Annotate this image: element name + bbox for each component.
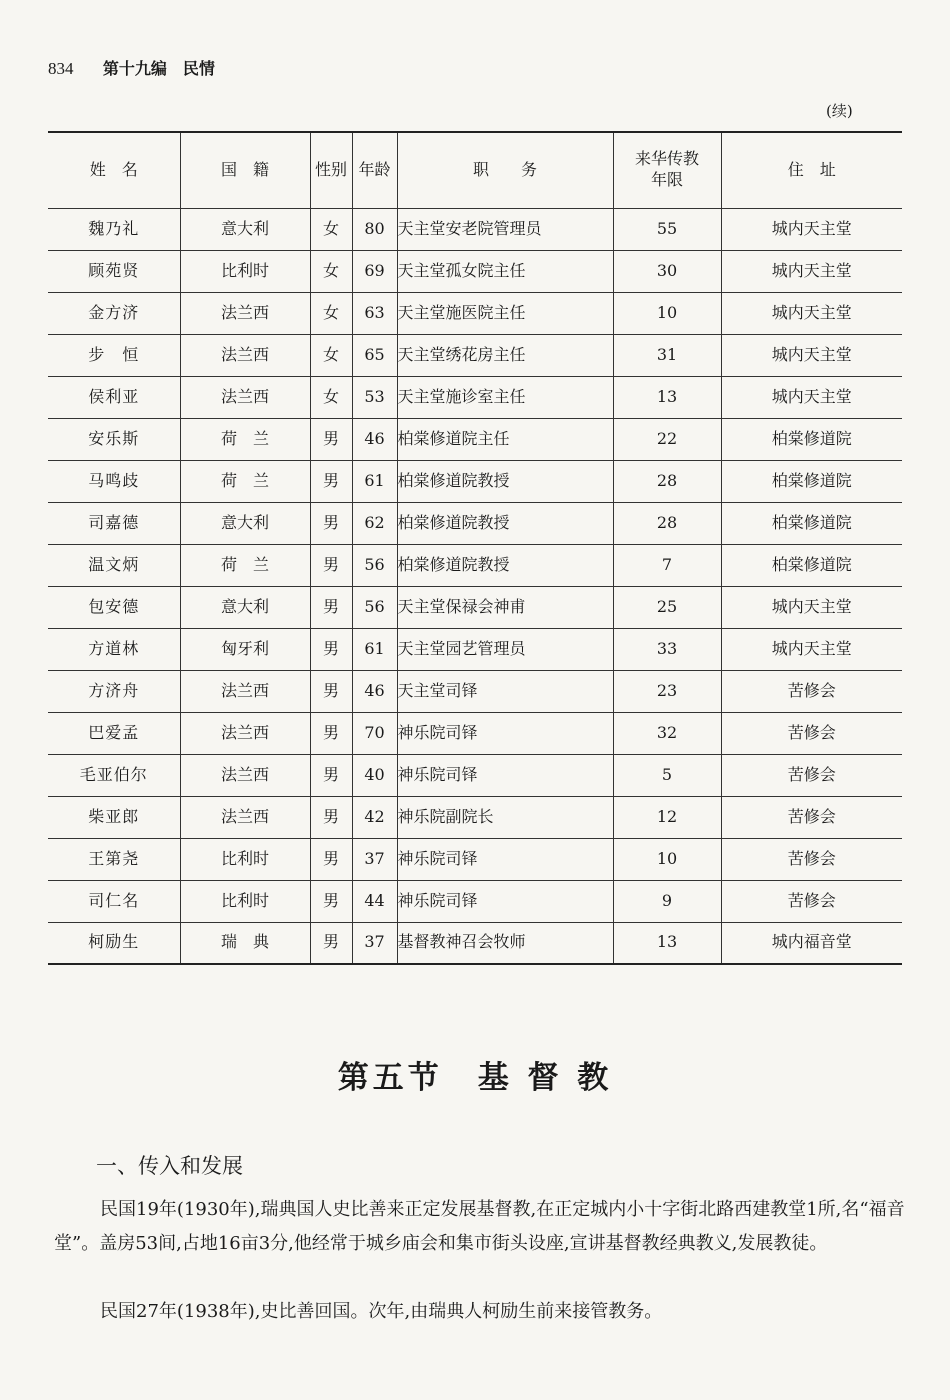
address-cell: 柏棠修道院: [721, 544, 902, 586]
address-cell: 城内天主堂: [721, 292, 902, 334]
nationality-cell: 法兰西: [180, 334, 310, 376]
position-cell: 天主堂安老院管理员: [397, 208, 613, 250]
missionary-table: [48, 131, 902, 965]
age-cell: 62: [352, 502, 397, 544]
table-row: [48, 250, 902, 292]
address-cell: 城内天主堂: [721, 250, 902, 292]
years-cell: 33: [613, 628, 721, 670]
age-cell: 37: [352, 922, 397, 964]
nationality-cell: 荷 兰: [180, 460, 310, 502]
address-cell: 城内天主堂: [721, 208, 902, 250]
position-cell: 柏棠修道院教授: [397, 460, 613, 502]
years-cell: 28: [613, 460, 721, 502]
years-cell: 9: [613, 880, 721, 922]
position-cell: 神乐院司铎: [397, 712, 613, 754]
years-cell: 30: [613, 250, 721, 292]
address-cell: 柏棠修道院: [721, 418, 902, 460]
age-cell: 42: [352, 796, 397, 838]
position-cell: 柏棠修道院教授: [397, 544, 613, 586]
age-cell: 65: [352, 334, 397, 376]
body-paragraph: 民国27年(1938年),史比善回国。次年,由瑞典人柯励生前来接管教务。: [100, 1301, 663, 1322]
gender-cell: 男: [310, 418, 352, 460]
nationality-cell: 荷 兰: [180, 544, 310, 586]
table-row: [48, 838, 902, 880]
name-cell: 马鸣歧: [48, 460, 180, 502]
age-cell: 69: [352, 250, 397, 292]
years-cell: 10: [613, 292, 721, 334]
table-row: [48, 334, 902, 376]
table-row: [48, 460, 902, 502]
table-header-row: [48, 132, 902, 208]
gender-cell: 男: [310, 754, 352, 796]
address-cell: 城内天主堂: [721, 334, 902, 376]
name-cell: 侯利亚: [48, 376, 180, 418]
gender-cell: 女: [310, 250, 352, 292]
column-header: 性别: [310, 132, 352, 208]
gender-cell: 男: [310, 460, 352, 502]
address-cell: 苦修会: [721, 712, 902, 754]
gender-cell: 男: [310, 670, 352, 712]
table-row: [48, 208, 902, 250]
age-cell: 61: [352, 628, 397, 670]
name-cell: 司仁名: [48, 880, 180, 922]
position-cell: 天主堂司铎: [397, 670, 613, 712]
gender-cell: 男: [310, 586, 352, 628]
age-cell: 40: [352, 754, 397, 796]
nationality-cell: 意大利: [180, 502, 310, 544]
section-title: 第五节 基 督 教: [337, 1060, 613, 1096]
column-header: 国 籍: [180, 132, 310, 208]
nationality-cell: 法兰西: [180, 796, 310, 838]
position-cell: 天主堂施诊室主任: [397, 376, 613, 418]
name-cell: 步 恒: [48, 334, 180, 376]
table-row: [48, 418, 902, 460]
name-cell: 毛亚伯尔: [48, 754, 180, 796]
column-header: 职 务: [397, 132, 613, 208]
nationality-cell: 匈牙利: [180, 628, 310, 670]
address-cell: 苦修会: [721, 880, 902, 922]
nationality-cell: 法兰西: [180, 292, 310, 334]
nationality-cell: 意大利: [180, 208, 310, 250]
page-header: [48, 56, 215, 79]
gender-cell: 女: [310, 376, 352, 418]
table-row: [48, 754, 902, 796]
position-cell: 天主堂园艺管理员: [397, 628, 613, 670]
continued-label: (续): [826, 102, 853, 120]
table-row: [48, 586, 902, 628]
gender-cell: 女: [310, 208, 352, 250]
position-cell: 神乐院司铎: [397, 880, 613, 922]
address-cell: 苦修会: [721, 670, 902, 712]
body-paragraph: 民国19年(1930年),瑞典国人史比善来正定发展基督教,在正定城内小十字街北路西建教堂1所,名“福音堂”。盖房53间,占地16亩3分,他经常于城乡庙会和集市街头设座,宣讲基督教经典教义,发展教徒。: [54, 1199, 905, 1254]
nationality-cell: 比利时: [180, 250, 310, 292]
table-row: [48, 670, 902, 712]
nationality-cell: 比利时: [180, 880, 310, 922]
address-cell: 城内天主堂: [721, 586, 902, 628]
position-cell: 柏棠修道院主任: [397, 418, 613, 460]
age-cell: 61: [352, 460, 397, 502]
column-header: 年龄: [352, 132, 397, 208]
position-cell: 天主堂孤女院主任: [397, 250, 613, 292]
address-cell: 苦修会: [721, 754, 902, 796]
table-row: [48, 922, 902, 964]
position-cell: 柏棠修道院教授: [397, 502, 613, 544]
gender-cell: 男: [310, 628, 352, 670]
name-cell: 安乐斯: [48, 418, 180, 460]
name-cell: 包安德: [48, 586, 180, 628]
years-cell: 55: [613, 208, 721, 250]
address-cell: 苦修会: [721, 796, 902, 838]
column-header: 来华传教年限: [613, 132, 721, 208]
position-cell: 神乐院副院长: [397, 796, 613, 838]
position-cell: 天主堂施医院主任: [397, 292, 613, 334]
name-cell: 王第尧: [48, 838, 180, 880]
table-row: [48, 628, 902, 670]
address-cell: 柏棠修道院: [721, 502, 902, 544]
years-cell: 5: [613, 754, 721, 796]
address-cell: 城内天主堂: [721, 376, 902, 418]
position-cell: 天主堂绣花房主任: [397, 334, 613, 376]
age-cell: 56: [352, 544, 397, 586]
address-cell: 柏棠修道院: [721, 460, 902, 502]
gender-cell: 男: [310, 922, 352, 964]
age-cell: 53: [352, 376, 397, 418]
nationality-cell: 法兰西: [180, 712, 310, 754]
gender-cell: 女: [310, 292, 352, 334]
years-cell: 25: [613, 586, 721, 628]
column-header: 姓 名: [48, 132, 180, 208]
nationality-cell: 法兰西: [180, 754, 310, 796]
table-row: [48, 880, 902, 922]
name-cell: 魏乃礼: [48, 208, 180, 250]
name-cell: 顾苑贤: [48, 250, 180, 292]
age-cell: 46: [352, 670, 397, 712]
age-cell: 37: [352, 838, 397, 880]
address-cell: 城内天主堂: [721, 628, 902, 670]
age-cell: 80: [352, 208, 397, 250]
name-cell: 方济舟: [48, 670, 180, 712]
years-cell: 28: [613, 502, 721, 544]
position-cell: 神乐院司铎: [397, 754, 613, 796]
years-cell: 23: [613, 670, 721, 712]
nationality-cell: 比利时: [180, 838, 310, 880]
table-body: [48, 208, 902, 964]
gender-cell: 男: [310, 502, 352, 544]
gender-cell: 男: [310, 880, 352, 922]
name-cell: 方道林: [48, 628, 180, 670]
nationality-cell: 法兰西: [180, 670, 310, 712]
nationality-cell: 荷 兰: [180, 418, 310, 460]
age-cell: 44: [352, 880, 397, 922]
years-cell: 12: [613, 796, 721, 838]
gender-cell: 男: [310, 796, 352, 838]
gender-cell: 男: [310, 544, 352, 586]
years-cell: 32: [613, 712, 721, 754]
age-cell: 70: [352, 712, 397, 754]
years-cell: 31: [613, 334, 721, 376]
position-cell: 天主堂保禄会神甫: [397, 586, 613, 628]
name-cell: 巴爱孟: [48, 712, 180, 754]
subheading: 一、传入和发展: [96, 1154, 243, 1178]
name-cell: 柴亚郎: [48, 796, 180, 838]
table-row: [48, 376, 902, 418]
table-row: [48, 712, 902, 754]
chapter-title: 第十九编 民情: [102, 59, 215, 78]
nationality-cell: 意大利: [180, 586, 310, 628]
gender-cell: 男: [310, 712, 352, 754]
table-row: [48, 544, 902, 586]
nationality-cell: 法兰西: [180, 376, 310, 418]
age-cell: 56: [352, 586, 397, 628]
age-cell: 46: [352, 418, 397, 460]
page-number: 834: [48, 59, 74, 78]
years-cell: 22: [613, 418, 721, 460]
position-cell: 基督教神召会牧师: [397, 922, 613, 964]
name-cell: 金方济: [48, 292, 180, 334]
table-row: [48, 796, 902, 838]
position-cell: 神乐院司铎: [397, 838, 613, 880]
table-row: [48, 292, 902, 334]
table-row: [48, 502, 902, 544]
name-cell: 柯励生: [48, 922, 180, 964]
address-cell: 城内福音堂: [721, 922, 902, 964]
gender-cell: 男: [310, 838, 352, 880]
gender-cell: 女: [310, 334, 352, 376]
address-cell: 苦修会: [721, 838, 902, 880]
column-header: 住 址: [721, 132, 902, 208]
years-cell: 10: [613, 838, 721, 880]
years-cell: 13: [613, 922, 721, 964]
name-cell: 司嘉德: [48, 502, 180, 544]
nationality-cell: 瑞 典: [180, 922, 310, 964]
name-cell: 温文炳: [48, 544, 180, 586]
age-cell: 63: [352, 292, 397, 334]
years-cell: 13: [613, 376, 721, 418]
years-cell: 7: [613, 544, 721, 586]
